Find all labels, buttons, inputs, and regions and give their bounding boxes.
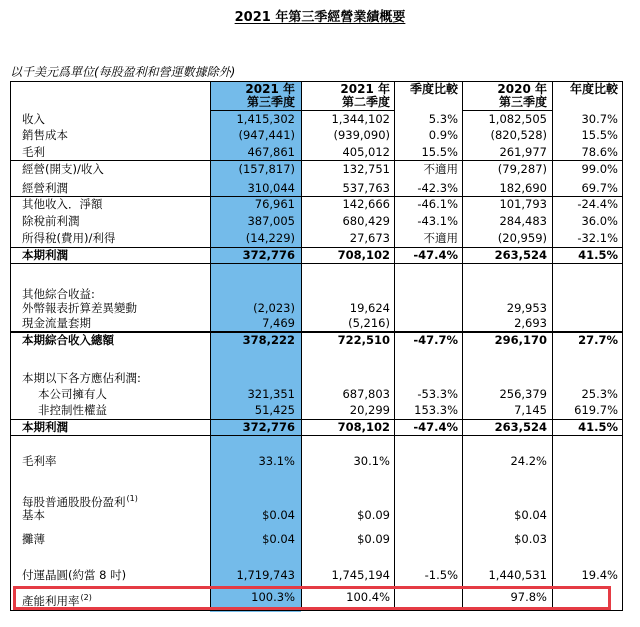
row-label: 產能利用率$^{(2)}$	[22, 593, 92, 608]
table-row	[0, 287, 640, 302]
cell-q3-2020: 7,145	[514, 403, 547, 417]
row-label: 本期以下各方應佔利潤:	[22, 371, 141, 385]
cell-q3-2020: 261,977	[499, 145, 547, 159]
table-row	[0, 248, 640, 263]
cell-yoy: -32.1%	[577, 231, 618, 245]
cell-q3-2021: 372,776	[242, 420, 295, 434]
cell-q2-2021: 1,745,194	[331, 568, 390, 582]
cell-yoy: 30.7%	[581, 112, 618, 126]
table-row	[0, 181, 640, 196]
table-row	[0, 162, 640, 177]
table-row	[0, 145, 640, 160]
header-q3-2020: 2020 年 第三季度	[497, 82, 547, 109]
row-label: 除稅前利潤	[22, 214, 80, 228]
cell-q2-2021: 708,102	[337, 248, 390, 262]
cell-q3-2020: $0.03	[514, 532, 547, 546]
cell-q3-2021: 321,351	[247, 387, 295, 401]
cell-q3-2021: (2,023)	[253, 301, 295, 315]
cell-q2-2021: 722,510	[337, 333, 390, 347]
table-row	[0, 333, 640, 348]
cell-q3-2021: 1,719,743	[236, 568, 295, 582]
row-label: 經營利潤	[22, 181, 68, 195]
cell-q3-2020: 24.2%	[510, 454, 547, 468]
cell-q3-2021: $0.04	[262, 508, 295, 522]
row-label: 外幣報表折算差異變動	[22, 301, 137, 315]
table-row	[0, 197, 640, 212]
cell-q3-2021: 372,776	[242, 248, 295, 262]
cell-q3-2021: 100.3%	[251, 590, 295, 604]
row-rule	[10, 332, 623, 333]
cell-qoq: -47.4%	[413, 248, 458, 262]
header-underline	[301, 110, 394, 111]
row-label: 本期利潤	[22, 248, 68, 262]
table-row	[0, 532, 640, 547]
row-label: 付運晶圓(約當 8 吋)	[22, 568, 127, 582]
table-row	[0, 214, 640, 229]
cell-yoy: 19.4%	[581, 568, 618, 582]
cell-q3-2020: 296,170	[494, 333, 547, 347]
cell-q3-2020: 101,793	[499, 197, 547, 211]
row-rule	[10, 160, 623, 161]
cell-q3-2020: (79,287)	[497, 162, 547, 176]
table-row	[0, 491, 640, 509]
cell-q2-2021: (5,216)	[348, 316, 390, 330]
cell-q3-2021: 378,222	[242, 333, 295, 347]
cell-qoq: -43.1%	[417, 214, 458, 228]
row-label: 銷售成本	[22, 128, 68, 142]
table-row	[0, 231, 640, 246]
cell-yoy: 36.0%	[581, 214, 618, 228]
table-row	[0, 454, 640, 469]
cell-yoy: 25.3%	[581, 387, 618, 401]
row-label: 本期綜合收入總額	[22, 333, 114, 347]
cell-q3-2021: (947,441)	[238, 128, 295, 142]
cell-qoq: -1.5%	[424, 568, 458, 582]
table-row	[0, 508, 640, 523]
table-row	[0, 371, 640, 386]
cell-qoq: -47.4%	[413, 420, 458, 434]
cell-yoy: 619.7%	[574, 403, 618, 417]
table-row	[0, 112, 640, 127]
annotation-box	[13, 586, 611, 610]
cell-yoy: 41.5%	[578, 420, 618, 434]
table-row	[0, 316, 640, 331]
table-row	[0, 568, 640, 583]
header-qoq: 季度比較	[409, 82, 458, 96]
cell-yoy: 27.7%	[578, 333, 618, 347]
header-q2-2021: 2021 年 第二季度	[340, 82, 390, 109]
cell-q3-2021: (157,817)	[238, 162, 295, 176]
row-label: 毛利率	[22, 454, 57, 468]
cell-q3-2020: (820,528)	[490, 128, 547, 142]
cell-q2-2021: 680,429	[342, 214, 390, 228]
cell-qoq: -46.1%	[417, 197, 458, 211]
cell-qoq: 不適用	[423, 231, 458, 245]
cell-yoy: 15.5%	[581, 128, 618, 142]
cell-q3-2020: 182,690	[499, 181, 547, 195]
table-row	[0, 301, 640, 316]
table-row	[0, 387, 640, 402]
footnote-marker: (2)	[80, 593, 92, 602]
cell-q3-2021: 7,469	[262, 316, 295, 330]
cell-q2-2021: 100.4%	[346, 590, 390, 604]
page-title: 2021 年第三季經營業績概要	[234, 10, 406, 25]
cell-qoq: 15.5%	[421, 145, 458, 159]
header-q3-2021: 2021 年 第三季度	[245, 82, 295, 109]
cell-qoq: 不適用	[423, 162, 458, 176]
cell-qoq: -47.7%	[413, 333, 458, 347]
cell-q3-2020: (20,959)	[497, 231, 547, 245]
row-rule	[10, 263, 623, 264]
cell-q2-2021: 20,299	[349, 403, 390, 417]
row-rule	[10, 247, 623, 248]
cell-q2-2021: 27,673	[349, 231, 390, 245]
cell-q3-2021: 33.1%	[258, 454, 295, 468]
header-underline	[210, 110, 301, 111]
cell-q2-2021: 708,102	[337, 420, 390, 434]
row-label: 其他收入．淨額	[22, 197, 103, 211]
cell-q3-2021: 76,961	[254, 197, 295, 211]
cell-qoq: 5.3%	[428, 112, 458, 126]
row-rule	[10, 419, 623, 420]
cell-q2-2021: $0.09	[357, 532, 390, 546]
footnote-marker: (1)	[126, 494, 138, 503]
cell-q2-2021: 132,751	[342, 162, 390, 176]
cell-q3-2020: 1,440,531	[488, 568, 547, 582]
cell-q3-2021: 1,415,302	[236, 112, 295, 126]
cell-q2-2021: 537,763	[342, 181, 390, 195]
cell-q3-2020: 2,693	[514, 316, 547, 330]
row-label: 毛利	[22, 145, 45, 159]
cell-q3-2020: 256,379	[499, 387, 547, 401]
cell-q3-2020: 1,082,505	[488, 112, 547, 126]
cell-q2-2021: $0.09	[357, 508, 390, 522]
cell-q2-2021: 142,666	[342, 197, 390, 211]
table-row	[0, 420, 640, 435]
table-row	[0, 403, 640, 418]
cell-q3-2020: 284,483	[499, 214, 547, 228]
cell-q2-2021: 1,344,102	[331, 112, 390, 126]
cell-qoq: -53.3%	[417, 387, 458, 401]
cell-q2-2021: 30.1%	[353, 454, 390, 468]
cell-q2-2021: (939,090)	[333, 128, 390, 142]
cell-q3-2021: 467,861	[247, 145, 295, 159]
cell-q3-2020: 263,524	[494, 420, 547, 434]
cell-yoy: 41.5%	[578, 248, 618, 262]
cell-q3-2021: 51,425	[254, 403, 295, 417]
cell-q3-2020: 29,953	[506, 301, 547, 315]
cell-q3-2021: 387,005	[247, 214, 295, 228]
row-label: 每股普通股股份盈利$^{(1)}$	[22, 494, 138, 509]
cell-q3-2020: 263,524	[494, 248, 547, 262]
row-label: 所得稅(費用)/利得	[22, 231, 116, 245]
cell-q3-2021: $0.04	[262, 532, 295, 546]
cell-yoy: -24.4%	[577, 197, 618, 211]
unit-note: 以千美元爲單位(每股盈利和營運數據除外)	[10, 65, 236, 79]
cell-qoq: -42.3%	[417, 181, 458, 195]
row-rule	[10, 435, 623, 436]
row-label: 非控制性權益	[38, 403, 107, 417]
row-label: 攤薄	[22, 532, 45, 546]
header-underline	[462, 110, 552, 111]
row-label: 現金流量套期	[22, 316, 91, 330]
row-label: 本公司擁有人	[38, 387, 107, 401]
cell-yoy: 78.6%	[581, 145, 618, 159]
row-label: 基本	[22, 508, 45, 522]
cell-q2-2021: 687,803	[342, 387, 390, 401]
cell-q3-2021: 310,044	[247, 181, 295, 195]
cell-yoy: 69.7%	[581, 181, 618, 195]
cell-q2-2021: 405,012	[342, 145, 390, 159]
row-label: 其他綜合收益:	[22, 287, 95, 301]
cell-q3-2020: 97.8%	[510, 590, 547, 604]
cell-qoq: 0.9%	[428, 128, 458, 142]
row-label: 收入	[22, 112, 45, 126]
cell-q2-2021: 19,624	[349, 301, 390, 315]
row-label: 經營(開支)/收入	[22, 162, 104, 176]
cell-q3-2020: $0.04	[514, 508, 547, 522]
cell-q3-2021: (14,229)	[245, 231, 295, 245]
table-row	[0, 128, 640, 143]
cell-yoy: 99.0%	[581, 162, 618, 176]
header-yoy: 年度比較	[569, 82, 618, 96]
row-label: 本期利潤	[22, 420, 68, 434]
cell-qoq: 153.3%	[414, 403, 458, 417]
